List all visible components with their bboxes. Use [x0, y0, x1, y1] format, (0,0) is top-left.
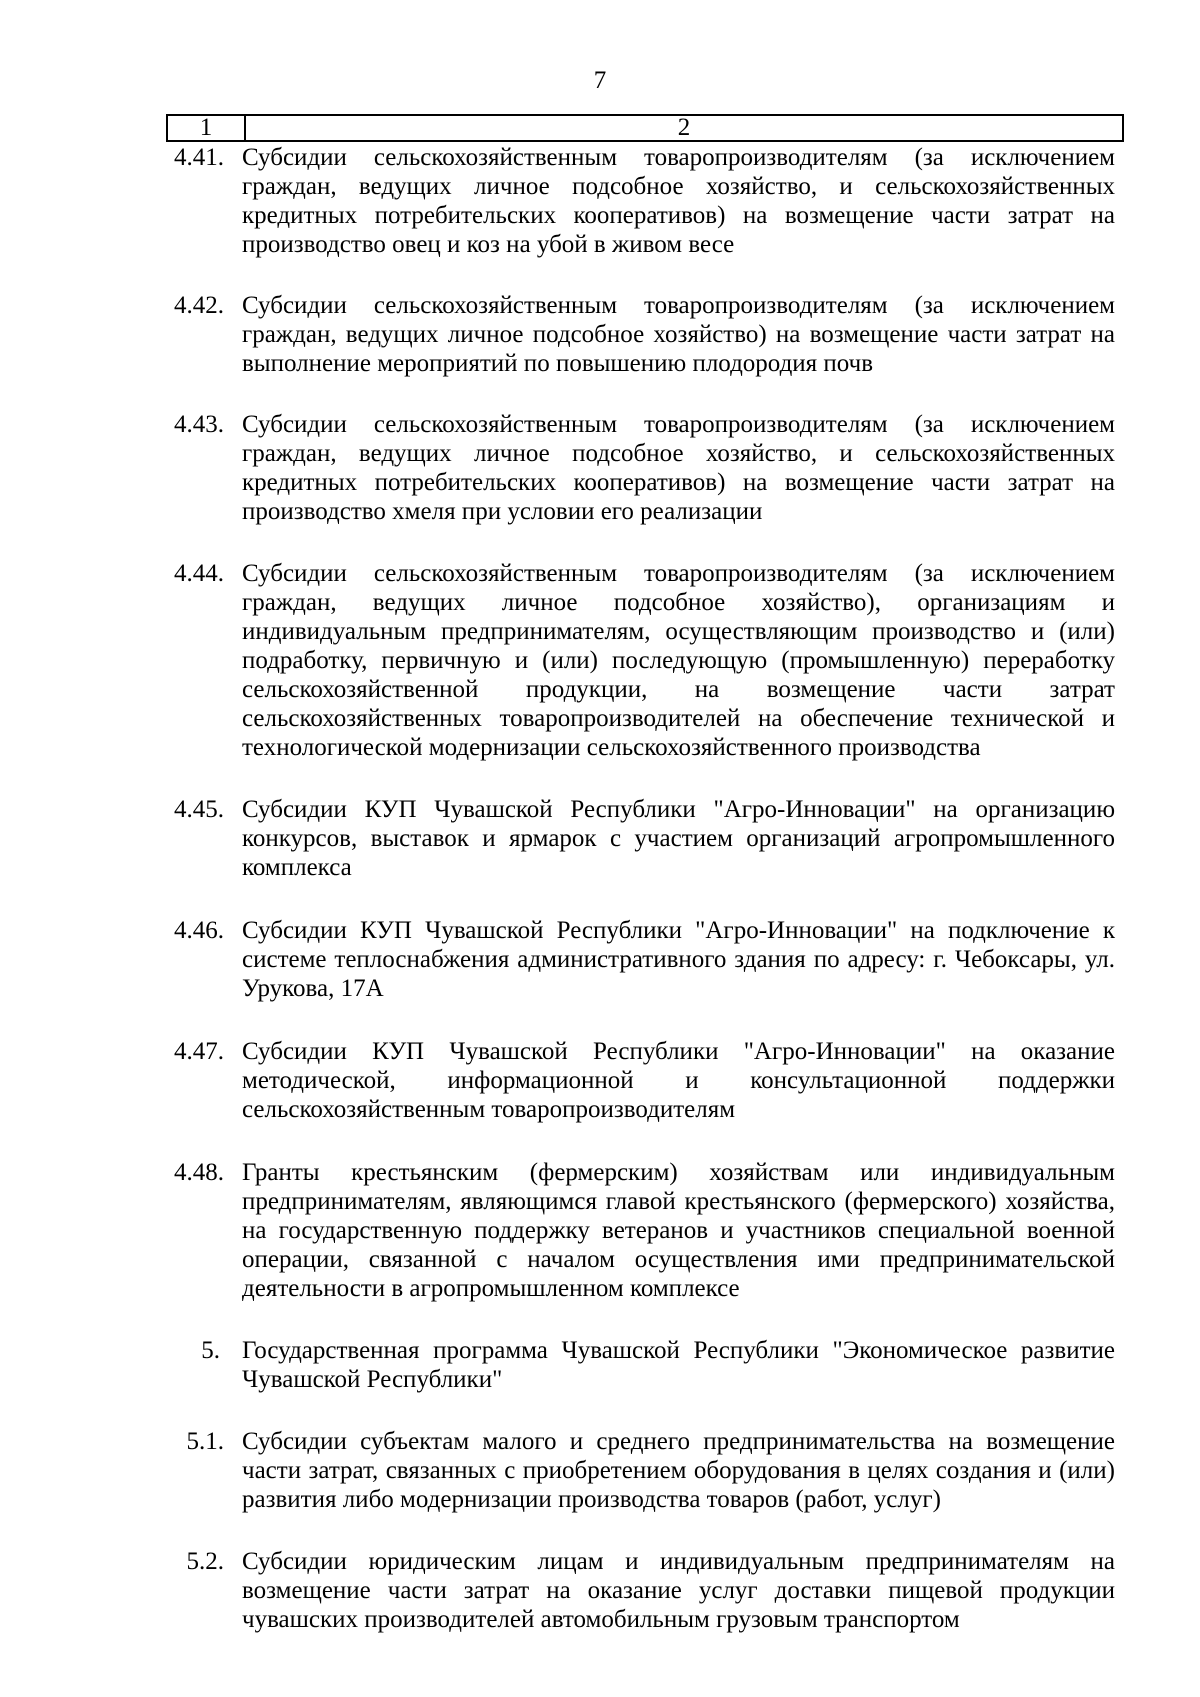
list-item: [166, 410, 1124, 526]
section-heading: [166, 1336, 1124, 1394]
item-text: Гранты крестьянским (фермерским) хозяйствам или индивидуальным предпринимателям, являющимся главой крестьянского (фермерского) хозяйства, на государственную поддержку ветеранов и участников специальной военной операции, связанной с началом осуществления ими предпринимательской деятельности в агропромышленном комплексе: [242, 1159, 1115, 1302]
section-number: 5.: [201, 1337, 220, 1364]
item-text: Субсидии сельскохозяйственным товаропроизводителям (за исключением граждан, ведущих личное подсобное хозяйство, и сельскохозяйственных кредитных потребительских кооперативов) на возмещение части затрат на производство овец и коз на убой в живом весе: [242, 144, 1115, 258]
column-header-2: 2: [245, 115, 1123, 141]
column-header-row: [167, 115, 1123, 141]
item-number: 4.41.: [174, 144, 224, 171]
section-title: Государственная программа Чувашской Республики "Экономическое развитие Чувашской Республики": [242, 1337, 1115, 1393]
item-number: 4.42.: [174, 292, 224, 319]
item-number: 4.47.: [174, 1038, 224, 1065]
column-header-table: [166, 114, 1124, 142]
item-text: Субсидии субъектам малого и среднего предпринимательства на возмещение части затрат, связанных с приобретением оборудования в целях создания и (или) развития либо модернизации производства товаров (работ, услуг): [242, 1428, 1115, 1513]
list-item: [166, 291, 1124, 378]
list-item: [166, 795, 1124, 882]
item-number: 4.44.: [174, 560, 224, 587]
list-item: [166, 916, 1124, 1003]
item-text: Субсидии юридическим лицам и индивидуальным предпринимателям на возмещение части затрат на оказание услуг доставки пищевой продукции чувашских производителей автомобильным грузовым транспортом: [242, 1548, 1115, 1633]
item-number: 4.43.: [174, 411, 224, 438]
item-text: Субсидии сельскохозяйственным товаропроизводителям (за исключением граждан, ведущих личное подсобное хозяйство), организациям и индивидуальным предпринимателям, осуществляющим производство и (или) подработку, первичную и (или) последующую (промышленную) переработку сельскохозяйственной продукции, на возмещение части затрат сельскохозяйственных товаропроизводителей на обеспечение технической и технологической модернизации сельскохозяйственного производства: [242, 560, 1115, 761]
item-number: 5.1.: [186, 1428, 224, 1455]
entries-list: [166, 143, 1124, 1634]
item-text: Субсидии КУП Чувашской Республики "Агро-Инновации" на организацию конкурсов, выставок и ярмарок с участием организаций агропромышленного комплекса: [242, 796, 1115, 881]
list-item: [166, 1427, 1124, 1514]
item-text: Субсидии сельскохозяйственным товаропроизводителям (за исключением граждан, ведущих личное подсобное хозяйство) на возмещение части затрат на выполнение мероприятий по повышению плодородия почв: [242, 292, 1115, 377]
item-text: Субсидии сельскохозяйственным товаропроизводителям (за исключением граждан, ведущих личное подсобное хозяйство, и сельскохозяйственных кредитных потребительских кооперативов) на возмещение части затрат на производство хмеля при условии его реализации: [242, 411, 1115, 525]
item-text: Субсидии КУП Чувашской Республики "Агро-Инновации" на подключение к системе теплоснабжения административного здания по адресу: г. Чебоксары, ул. Урукова, 17А: [242, 917, 1115, 1002]
column-header-1: 1: [167, 115, 245, 141]
list-item: [166, 1547, 1124, 1634]
list-item: [166, 143, 1124, 259]
item-number: 5.2.: [186, 1548, 224, 1575]
item-text: Субсидии КУП Чувашской Республики "Агро-Инновации" на оказание методической, информационной и консультационной поддержки сельскохозяйственным товаропроизводителям: [242, 1038, 1115, 1123]
list-item: [166, 559, 1124, 762]
item-number: 4.48.: [174, 1159, 224, 1186]
item-number: 4.45.: [174, 796, 224, 823]
list-item: [166, 1037, 1124, 1124]
item-number: 4.46.: [174, 917, 224, 944]
page-number: 7: [593, 67, 607, 94]
list-item: [166, 1158, 1124, 1303]
